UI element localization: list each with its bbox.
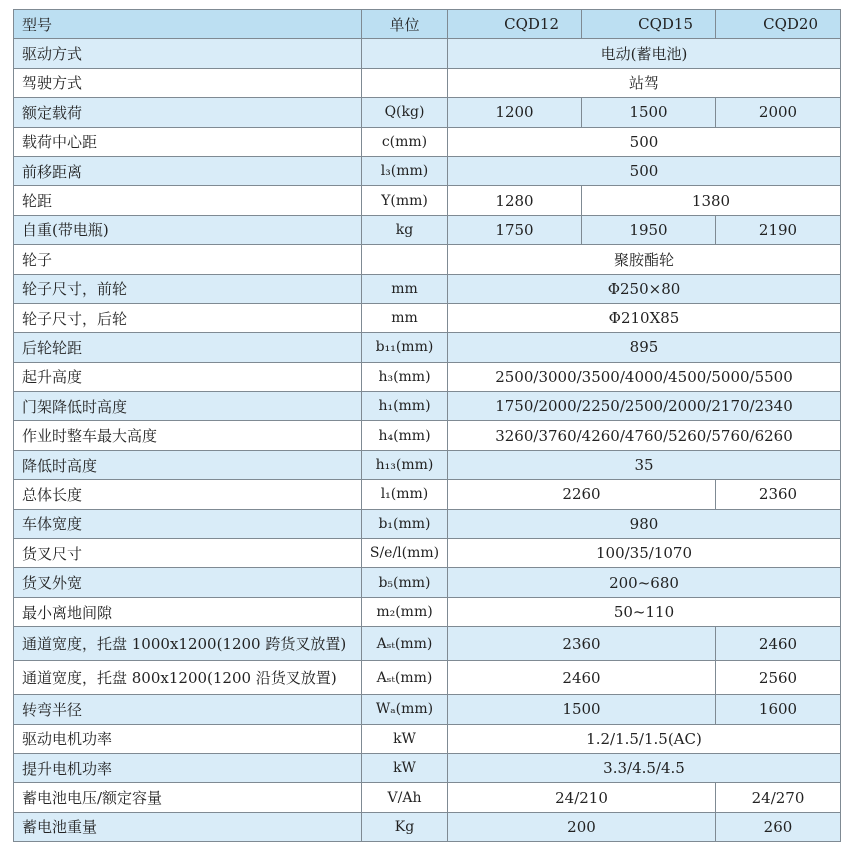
row-label: 驱动方式 <box>14 39 362 68</box>
row-value: 1500 <box>582 98 716 127</box>
table-row <box>14 450 841 479</box>
row-label: 降低时高度 <box>14 450 362 479</box>
table-row <box>14 783 841 812</box>
row-label: 自重(带电瓶) <box>14 215 362 244</box>
spec-table <box>13 9 841 842</box>
row-value: 2260 <box>448 480 716 509</box>
row-label: 货叉尺寸 <box>14 539 362 568</box>
row-value: 1500 <box>448 695 716 724</box>
row-unit: h₁₃(mm) <box>362 450 448 479</box>
row-value: 100/35/1070 <box>448 539 841 568</box>
row-label: 作业时整车最大高度 <box>14 421 362 450</box>
row-unit: h₄(mm) <box>362 421 448 450</box>
row-unit: S/e/l(mm) <box>362 539 448 568</box>
row-value: 聚胺酯轮 <box>448 245 841 274</box>
table-row <box>14 661 841 695</box>
table-row <box>14 274 841 303</box>
header-model-cqd12: CQD12 <box>448 10 582 39</box>
row-unit: kW <box>362 753 448 782</box>
row-value: 1.2/1.5/1.5(AC) <box>448 724 841 753</box>
row-label: 货叉外宽 <box>14 568 362 597</box>
row-value: 2360 <box>716 480 841 509</box>
table-row <box>14 568 841 597</box>
row-label: 起升高度 <box>14 362 362 391</box>
table-row <box>14 539 841 568</box>
row-label: 后轮轮距 <box>14 333 362 362</box>
row-unit: Kg <box>362 812 448 841</box>
row-value: 1750/2000/2250/2500/2000/2170/2340 <box>448 392 841 421</box>
row-label: 车体宽度 <box>14 509 362 538</box>
row-value: 24/270 <box>716 783 841 812</box>
row-value: 200 <box>448 812 716 841</box>
row-value: 电动(蓄电池) <box>448 39 841 68</box>
row-unit: c(mm) <box>362 127 448 156</box>
table-row <box>14 421 841 450</box>
row-label: 轮子 <box>14 245 362 274</box>
spec-table-body <box>14 39 841 842</box>
table-row <box>14 186 841 215</box>
row-unit: Aₛₜ(mm) <box>362 661 448 695</box>
row-label: 转弯半径 <box>14 695 362 724</box>
row-value: Φ210X85 <box>448 303 841 332</box>
header-model-cqd20: CQD20 <box>716 10 841 39</box>
row-value: 1380 <box>582 186 841 215</box>
row-value: 200~680 <box>448 568 841 597</box>
table-row <box>14 245 841 274</box>
table-row <box>14 627 841 661</box>
row-unit <box>362 245 448 274</box>
row-unit: mm <box>362 274 448 303</box>
row-unit <box>362 68 448 97</box>
row-unit: Aₛₜ(mm) <box>362 627 448 661</box>
row-label: 轮距 <box>14 186 362 215</box>
table-row <box>14 127 841 156</box>
row-value: 2000 <box>716 98 841 127</box>
row-value: 1200 <box>448 98 582 127</box>
row-label: 最小离地间隙 <box>14 597 362 626</box>
table-row <box>14 303 841 332</box>
row-unit: Wₐ(mm) <box>362 695 448 724</box>
row-unit: l₃(mm) <box>362 156 448 185</box>
row-label: 驾驶方式 <box>14 68 362 97</box>
row-value: 1750 <box>448 215 582 244</box>
header-row <box>14 10 841 39</box>
row-unit: Y(mm) <box>362 186 448 215</box>
row-value: 895 <box>448 333 841 362</box>
row-label: 前移距离 <box>14 156 362 185</box>
row-label: 总体长度 <box>14 480 362 509</box>
row-value: 2560 <box>716 661 841 695</box>
row-label: 载荷中心距 <box>14 127 362 156</box>
table-row <box>14 68 841 97</box>
row-value: 2360 <box>448 627 716 661</box>
row-value: 3.3/4.5/4.5 <box>448 753 841 782</box>
table-row <box>14 597 841 626</box>
row-value: Φ250×80 <box>448 274 841 303</box>
row-unit: b₁₁(mm) <box>362 333 448 362</box>
row-value: 260 <box>716 812 841 841</box>
row-label: 通道宽度，托盘 1000x1200(1200 跨货叉放置) <box>14 627 362 661</box>
table-row <box>14 156 841 185</box>
table-row <box>14 695 841 724</box>
row-unit: m₂(mm) <box>362 597 448 626</box>
header-model-cqd15: CQD15 <box>582 10 716 39</box>
row-value: 50~110 <box>448 597 841 626</box>
row-unit: Q(kg) <box>362 98 448 127</box>
row-value: 1600 <box>716 695 841 724</box>
row-unit: h₃(mm) <box>362 362 448 391</box>
table-row <box>14 39 841 68</box>
row-unit: b₅(mm) <box>362 568 448 597</box>
table-row <box>14 362 841 391</box>
row-label: 额定载荷 <box>14 98 362 127</box>
row-unit: b₁(mm) <box>362 509 448 538</box>
row-value: 2190 <box>716 215 841 244</box>
row-value: 35 <box>448 450 841 479</box>
row-unit: l₁(mm) <box>362 480 448 509</box>
row-unit: kg <box>362 215 448 244</box>
table-row <box>14 753 841 782</box>
table-row <box>14 724 841 753</box>
row-label: 提升电机功率 <box>14 753 362 782</box>
table-row <box>14 509 841 538</box>
row-unit: h₁(mm) <box>362 392 448 421</box>
header-model-label: 型号 <box>14 10 362 39</box>
row-value: 2460 <box>448 661 716 695</box>
row-unit: mm <box>362 303 448 332</box>
row-value: 1950 <box>582 215 716 244</box>
row-value: 2460 <box>716 627 841 661</box>
table-row <box>14 333 841 362</box>
row-label: 轮子尺寸，前轮 <box>14 274 362 303</box>
row-value: 24/210 <box>448 783 716 812</box>
table-row <box>14 215 841 244</box>
table-row <box>14 98 841 127</box>
row-value: 500 <box>448 156 841 185</box>
row-unit: kW <box>362 724 448 753</box>
row-value: 2500/3000/3500/4000/4500/5000/5500 <box>448 362 841 391</box>
row-unit <box>362 39 448 68</box>
row-unit: V/Ah <box>362 783 448 812</box>
row-value: 站驾 <box>448 68 841 97</box>
row-value: 3260/3760/4260/4760/5260/5760/6260 <box>448 421 841 450</box>
row-label: 通道宽度，托盘 800x1200(1200 沿货叉放置) <box>14 661 362 695</box>
table-row <box>14 480 841 509</box>
row-value: 1280 <box>448 186 582 215</box>
table-row <box>14 392 841 421</box>
row-label: 轮子尺寸，后轮 <box>14 303 362 332</box>
row-value: 500 <box>448 127 841 156</box>
row-value: 980 <box>448 509 841 538</box>
row-label: 驱动电机功率 <box>14 724 362 753</box>
header-unit-label: 单位 <box>362 10 448 39</box>
row-label: 蓄电池重量 <box>14 812 362 841</box>
table-row <box>14 812 841 841</box>
row-label: 门架降低时高度 <box>14 392 362 421</box>
row-label: 蓄电池电压/额定容量 <box>14 783 362 812</box>
